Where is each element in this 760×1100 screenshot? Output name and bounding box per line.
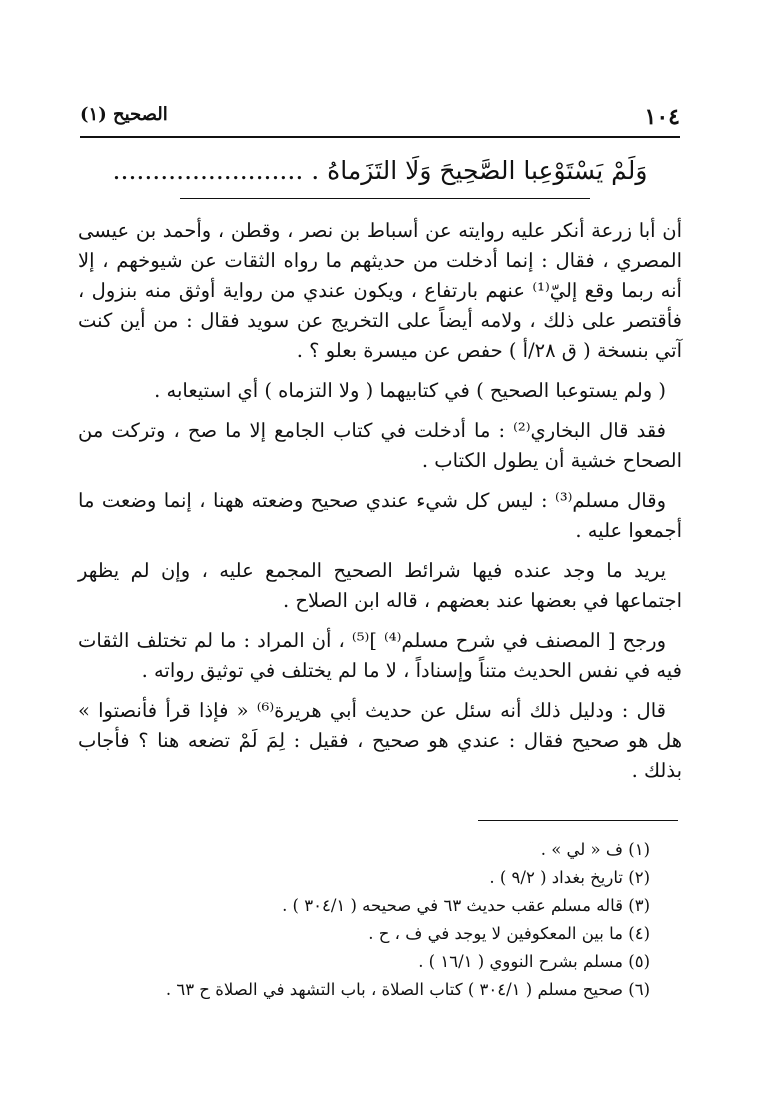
page-number: ١٠٤ [644,104,680,130]
paragraph-5: يريد ما وجد عنده فيها شرائط الصحيح المجمع عليه ، وإن لم يظهر اجتماعها في بعضها عند بعضهم ، قاله ابن الصلاح . [78,559,682,612]
footnote-5: (٥) مسلم بشرح النووي ( ١٦/١ ) . [418,952,650,971]
footnote-6: (٦) صحيح مسلم ( ٣٠٤/١ ) كتاب الصلاة ، باب التشهد في الصلاة ح ٦٣ . [165,980,650,999]
footnote-3: (٣) قاله مسلم عقب حديث ٦٣ في صحيحه ( ٣٠٤/١ ) . [282,896,650,915]
verse-line [80,150,680,192]
main-text [78,216,682,796]
paragraph-4: وقال مسلم⁽³⁾ : ليس كل شيء عندي صحيح وضعته ههنا ، إنما وضعت ما أجمعوا عليه . [78,489,682,542]
footnote-4: (٤) ما بين المعكوفين لا يوجد في ف ، ح . [368,924,650,943]
paragraph-7: قال : ودليل ذلك أنه سئل عن حديث أبي هريرة⁽⁶⁾ « فإذا قرأ فأنصتوا » هل هو صحيح فقال : عندي هو صحيح ، فقيل : لِمَ لَمْ تضعه هنا ؟ فأجاب بذلك . [78,699,682,782]
footnote-rule [478,820,678,821]
footnote-2: (٢) تاريخ بغداد ( ٩/٢ ) . [489,868,650,887]
footnotes [78,836,680,1004]
verse-text: وَلَمْ يَسْتَوْعِبا الصَّحِيحَ وَلَا التَزَماهُ . [311,156,648,185]
header-rule [80,136,680,138]
verse-underline [180,198,590,199]
page-header [80,104,680,134]
paragraph-6: ورجح [ المصنف في شرح مسلم⁽⁴⁾ ]⁽⁵⁾ ، أن المراد : ما لم تختلف الثقات فيه في نفس الحديث متناً وإسناداً ، لا ما لم يختلف في توثيق رواته . [78,629,682,682]
running-title: (١) الصحيح [80,104,168,125]
paragraph-2: ( ولم يستوعبا الصحيح ) في كتابيهما ( ولا التزماه ) أي استيعابه . [154,379,666,402]
paragraph-3: فقد قال البخاري⁽²⁾ : ما أدخلت في كتاب الجامع إلا ما صح ، وتركت من الصحاح خشية أن يطول الكتاب . [78,419,682,472]
paragraph-1: أن أبا زرعة أنكر عليه روايته عن أسباط بن نصر ، وقطن ، وأحمد بن عيسى المصري ، فقال : إنما أدخلت من حديثهم ما رواه الثقات عن شيوخهم ، إلا أنه ربما وقع إليّ⁽¹⁾ عنهم بارتفاع ، ويكون عندي من رواية أوثق منه بنزول ، فأقتصر على ذلك ، ولامه أيضاً على التخريج عن سويد فقال : من أين كنت آتي بنسخة ( ق ٢٨/أ ) حفص عن ميسرة بعلو ؟ . [78,219,682,362]
footnote-1: (١) ف « لي » . [540,840,650,859]
verse-dots: ........................ [112,156,304,185]
